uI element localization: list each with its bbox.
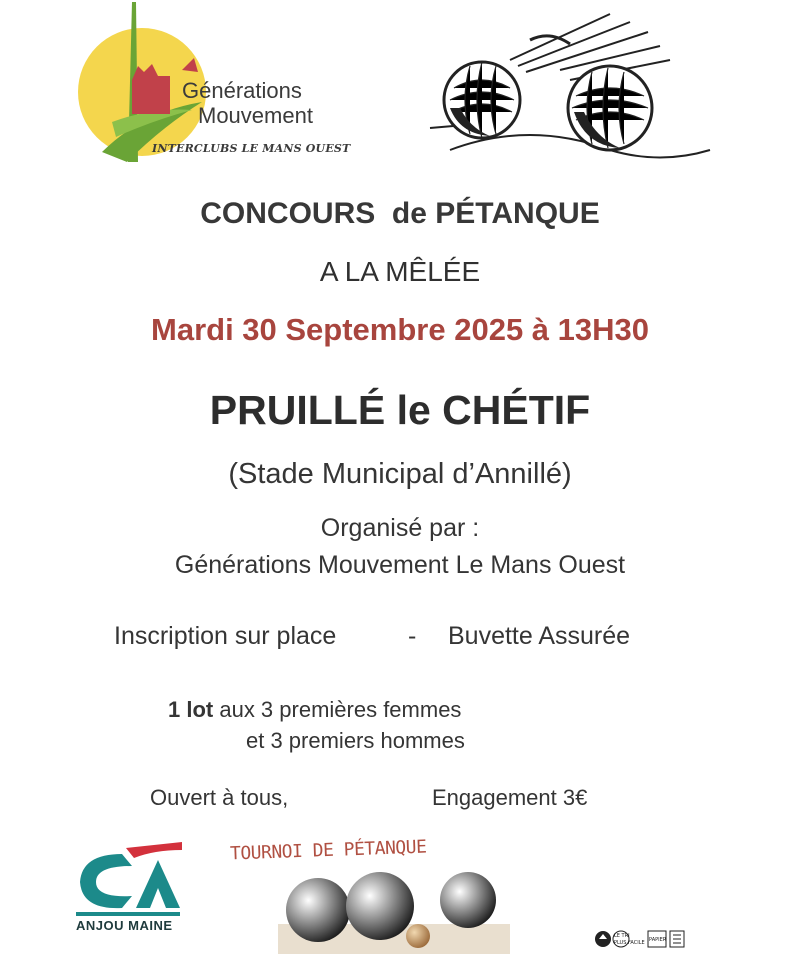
event-venue: (Stade Municipal d’Annillé)	[228, 458, 572, 490]
prize-line-2: et 3 premiers hommes	[246, 728, 465, 753]
recycle-line-2: PLUS FACILE	[614, 940, 645, 946]
prize-line-1	[168, 697, 461, 723]
logo-line-generations: Générations	[182, 78, 302, 103]
refreshment-info: Buvette Assurée	[448, 622, 631, 650]
ca-logo-graphic	[74, 838, 186, 918]
boules-sketch-image	[420, 0, 720, 175]
recycle-line-1: LE TRI	[614, 933, 630, 939]
open-to-all: Ouvert à tous,	[150, 785, 289, 810]
generations-mouvement-logo	[72, 2, 372, 172]
sponsor-name: ANJOU MAINE	[76, 918, 173, 933]
event-town: PRUILLÉ le CHÉTIF	[209, 387, 591, 433]
logo-line-interclubs: INTERCLUBS LE MANS OUEST	[152, 142, 351, 155]
logo-line-mouvement: Mouvement	[198, 103, 313, 128]
organised-by-label: Organisé par :	[320, 514, 480, 542]
credit-agricole-logo	[74, 838, 186, 933]
title-concours: CONCOURS de PÉTANQUE	[200, 197, 600, 230]
entry-fee: Engagement 3€	[432, 785, 588, 810]
title-melee: A LA MÊLÉE	[319, 256, 481, 287]
petanque-balls-photo	[278, 866, 510, 954]
prize-lot: 1 lot	[168, 697, 214, 722]
recycle-tag: PAPIER	[649, 937, 667, 943]
tournoi-title: TOURNOI DE PÉTANQUE	[229, 836, 427, 865]
prize-women: aux 3 premières femmes	[213, 697, 462, 722]
organiser-name: Générations Mouvement Le Mans Ouest	[174, 551, 626, 579]
registration-info: Inscription sur place	[114, 622, 337, 650]
recycling-mark	[594, 928, 686, 950]
event-date: Mardi 30 Septembre 2025 à 13H30	[151, 312, 649, 347]
info-separator: -	[408, 622, 417, 650]
